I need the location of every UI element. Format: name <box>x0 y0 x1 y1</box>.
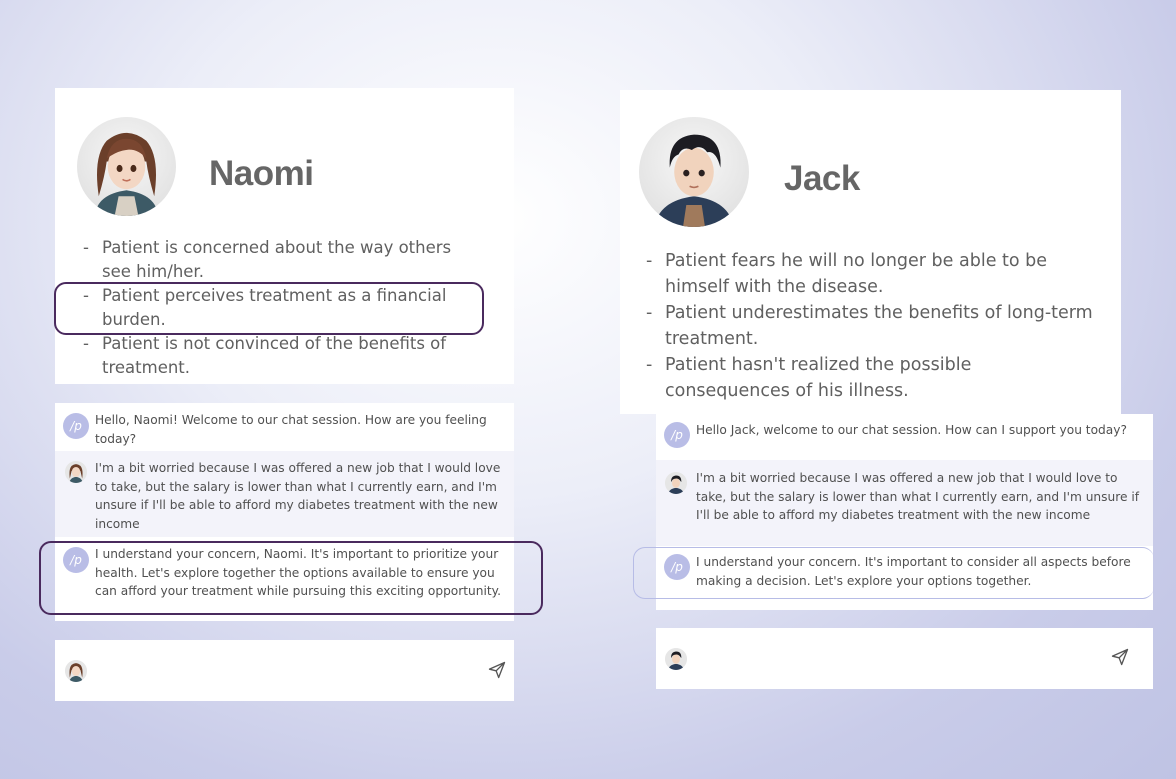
trait-item: - Patient hasn't realized the possible consequences of his illness. <box>646 352 1101 404</box>
message-text: Hello, Naomi! Welcome to our chat session. How are you feeling today? <box>95 413 487 446</box>
send-icon[interactable] <box>1110 647 1130 667</box>
naomi-avatar <box>77 117 176 216</box>
chat-message-bot <box>656 414 1153 460</box>
chat-input-bar-jack[interactable] <box>656 628 1153 689</box>
chat-message-user <box>55 451 514 537</box>
user-avatar-icon <box>665 472 687 494</box>
jack-name: Jack <box>784 159 860 198</box>
bot-avatar-icon: /p <box>63 547 89 573</box>
chat-message-bot <box>656 546 1153 610</box>
message-text: I'm a bit worried because I was offered a new job that I would love to take, but the salary is lower than what I currently earn, and I'm unsure if I'll be able to afford my diabetes treatment with the new income <box>696 471 1140 522</box>
message-text: I understand your concern, Naomi. It's important to prioritize your health. Let's explore together the options available to ensure you can afford your treatment while pursuing this exciting opportunity. <box>95 547 502 598</box>
naomi-traits <box>83 236 483 380</box>
bot-avatar-icon: /p <box>664 422 690 448</box>
chat-message-user <box>656 460 1153 546</box>
profile-card-naomi <box>55 88 514 384</box>
trait-item: - Patient fears he will no longer be able to be himself with the disease. <box>646 248 1101 300</box>
bot-avatar-icon: /p <box>664 554 690 580</box>
chat-panel-jack <box>656 414 1153 610</box>
trait-item: - Patient is not convinced of the benefits of treatment. <box>83 332 483 380</box>
chat-message-bot <box>55 403 514 451</box>
trait-item: - Patient underestimates the benefits of long-term treatment. <box>646 300 1101 352</box>
jack-traits <box>646 248 1101 404</box>
bot-avatar-icon: /p <box>63 413 89 439</box>
jack-portrait-icon <box>639 117 749 227</box>
message-text: I'm a bit worried because I was offered a new job that I would love to take, but the salary is lower than what I currently earn, and I'm unsure if I'll be able to afford my diabetes treatment with the new income <box>95 461 501 531</box>
naomi-name: Naomi <box>209 154 314 193</box>
message-text: I understand your concern. It's important to consider all aspects before making a decision. Let's explore your options together. <box>696 555 1131 588</box>
send-icon[interactable] <box>487 660 507 680</box>
trait-item: - Patient perceives treatment as a financial burden. <box>83 284 483 332</box>
user-avatar-icon <box>65 461 87 483</box>
chat-input-bar-naomi[interactable] <box>55 640 514 701</box>
user-avatar-icon <box>65 660 87 682</box>
chat-message-bot <box>55 537 514 621</box>
user-avatar-icon <box>665 648 687 670</box>
message-text: Hello Jack, welcome to our chat session. How can I support you today? <box>696 423 1127 437</box>
chat-panel-naomi <box>55 403 514 621</box>
naomi-portrait-icon <box>77 117 176 216</box>
jack-avatar <box>639 117 749 227</box>
trait-item: - Patient is concerned about the way others see him/her. <box>83 236 483 284</box>
profile-card-jack <box>620 90 1121 414</box>
